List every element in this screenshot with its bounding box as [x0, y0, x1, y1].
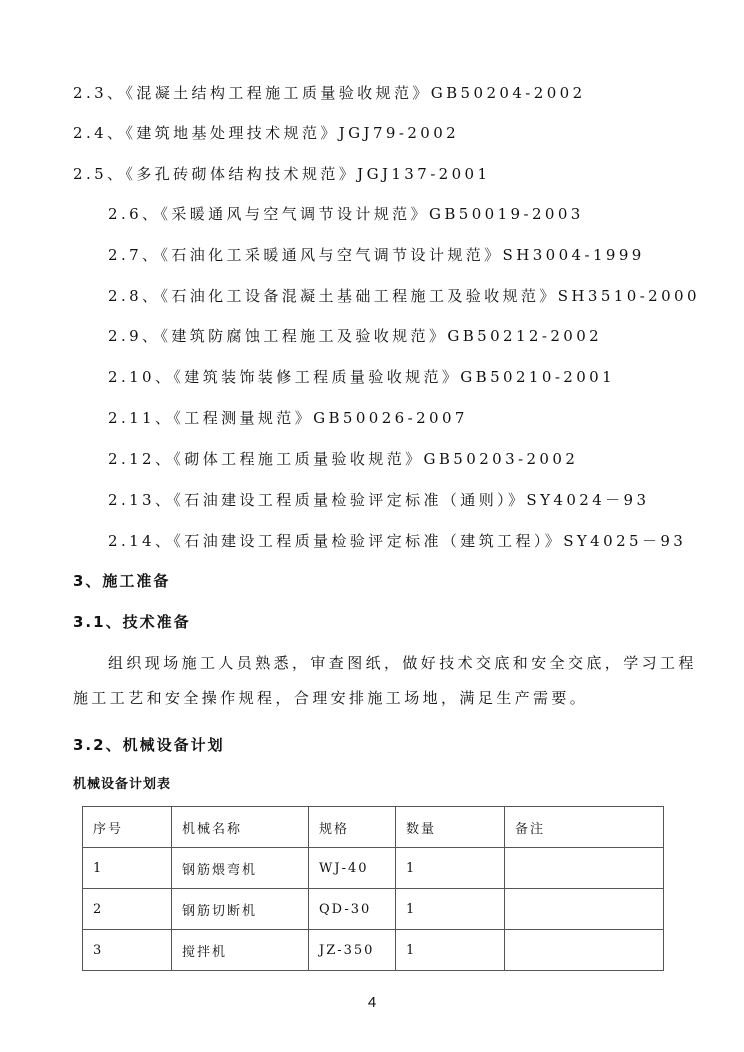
table-cell: 1: [396, 930, 505, 971]
table-cell: [505, 848, 664, 889]
reference-item: 2.5、《多孔砖砌体结构技术规范》JGJ137-2001: [73, 165, 491, 183]
table-cell: 钢筋煨弯机: [172, 848, 309, 889]
header-cell: 备注: [505, 807, 664, 848]
page-number: 4: [367, 994, 377, 1011]
table-cell: 1: [83, 848, 172, 889]
section-heading: 3、施工准备: [73, 572, 171, 590]
header-cell: 数量: [396, 807, 505, 848]
reference-item: 2.7、《石油化工采暖通风与空气调节设计规范》SH3004-1999: [108, 246, 645, 264]
subsection-heading: 3.2、机械设备计划: [73, 736, 225, 754]
table-row: [83, 848, 664, 889]
paragraph-line: 施工工艺和安全操作规程，合理安排施工场地，满足生产需要。: [73, 689, 589, 707]
header-cell: 规格: [309, 807, 396, 848]
reference-item: 2.8、《石油化工设备混凝土基础工程施工及验收规范》SH3510-2000: [108, 287, 700, 305]
paragraph-line: 组织现场施工人员熟悉，审查图纸，做好技术交底和安全交底，学习工程: [108, 654, 697, 672]
table-row: [83, 930, 664, 971]
reference-item: 2.14、《石油建设工程质量检验评定标准（建筑工程）》SY4025－93: [108, 532, 687, 550]
equipment-table: [82, 806, 664, 971]
reference-item: 2.9、《建筑防腐蚀工程施工及验收规范》GB50212-2002: [108, 327, 603, 345]
table-cell: 搅拌机: [172, 930, 309, 971]
reference-item: 2.3、《混凝土结构工程施工质量验收规范》GB50204-2002: [73, 84, 586, 102]
table-row: [83, 889, 664, 930]
subsection-heading: 3.1、技术准备: [73, 613, 191, 631]
table-cell: QD-30: [309, 889, 396, 930]
table-caption: 机械设备计划表: [73, 777, 172, 792]
table-cell: JZ-350: [309, 930, 396, 971]
table-cell: 钢筋切断机: [172, 889, 309, 930]
table-cell: 1: [396, 889, 505, 930]
header-cell: 机械名称: [172, 807, 309, 848]
table-header-row: [83, 807, 664, 848]
table-cell: 2: [83, 889, 172, 930]
table-cell: 1: [396, 848, 505, 889]
table-cell: WJ-40: [309, 848, 396, 889]
header-cell: 序号: [83, 807, 172, 848]
table-cell: [505, 889, 664, 930]
reference-item: 2.13、《石油建设工程质量检验评定标准（通则）》SY4024－93: [108, 491, 650, 509]
reference-item: 2.10、《建筑装饰装修工程质量验收规范》GB50210-2001: [108, 368, 616, 386]
reference-item: 2.12、《砌体工程施工质量验收规范》GB50203-2002: [108, 450, 579, 468]
reference-item: 2.11、《工程测量规范》GB50026-2007: [108, 409, 468, 427]
table-cell: [505, 930, 664, 971]
reference-item: 2.4、《建筑地基处理技术规范》JGJ79-2002: [73, 124, 460, 142]
table-cell: 3: [83, 930, 172, 971]
reference-item: 2.6、《采暖通风与空气调节设计规范》GB50019-2003: [108, 205, 584, 223]
